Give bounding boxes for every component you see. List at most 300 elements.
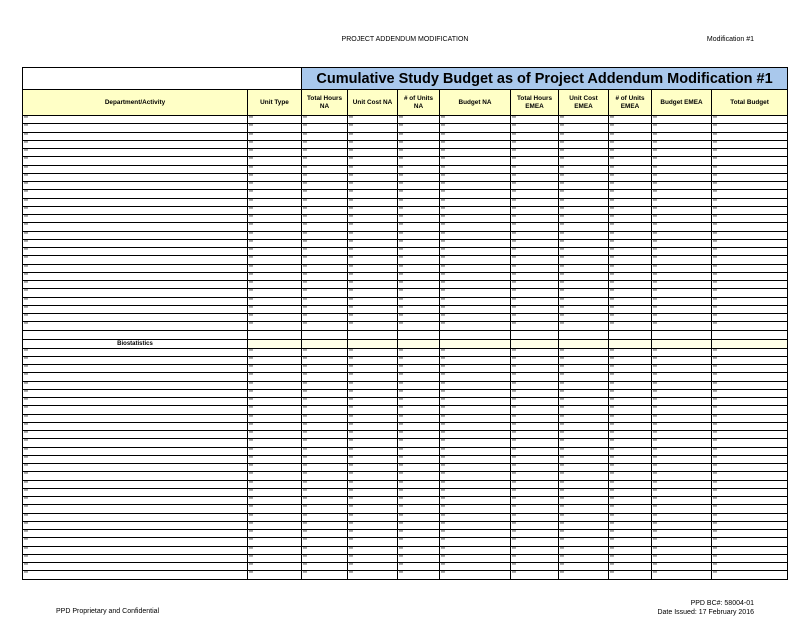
table-cell: ** <box>23 281 248 289</box>
table-cell: ** <box>652 422 712 430</box>
table-cell: ** <box>398 190 440 198</box>
table-cell: ** <box>302 513 348 521</box>
table-cell: ** <box>712 488 788 496</box>
table-cell: ** <box>440 513 511 521</box>
table-cell: ** <box>559 513 609 521</box>
table-row <box>23 149 788 157</box>
table-cell: ** <box>302 381 348 389</box>
table-cell: ** <box>652 480 712 488</box>
col-header-unit-type: Unit Type <box>248 90 302 116</box>
table-cell: ** <box>712 272 788 280</box>
table-cell: ** <box>348 206 398 214</box>
table-cell: ** <box>609 322 652 330</box>
table-cell: ** <box>511 182 559 190</box>
table-cell: ** <box>652 248 712 256</box>
table-cell: ** <box>559 198 609 206</box>
table-cell: ** <box>248 248 302 256</box>
table-cell: ** <box>398 554 440 562</box>
table-cell <box>348 330 398 339</box>
table-cell: ** <box>248 198 302 206</box>
table-cell: ** <box>511 173 559 181</box>
table-cell: ** <box>23 389 248 397</box>
table-cell: ** <box>511 314 559 322</box>
table-cell: ** <box>398 455 440 463</box>
table-cell: ** <box>440 348 511 356</box>
table-cell: ** <box>398 239 440 247</box>
table-cell: ** <box>398 322 440 330</box>
table-cell: ** <box>348 149 398 157</box>
table-cell: ** <box>23 455 248 463</box>
table-cell: ** <box>559 455 609 463</box>
table-cell: ** <box>248 272 302 280</box>
table-cell: ** <box>511 215 559 223</box>
table-cell: ** <box>712 248 788 256</box>
table-cell: ** <box>440 563 511 571</box>
table-cell: ** <box>652 149 712 157</box>
table-cell: ** <box>302 373 348 381</box>
table-cell: ** <box>652 455 712 463</box>
table-cell: ** <box>511 198 559 206</box>
table-cell: ** <box>652 554 712 562</box>
table-row <box>23 530 788 538</box>
table-cell: ** <box>348 140 398 148</box>
table-cell: ** <box>559 348 609 356</box>
col-header-unit-cost-emea: Unit Cost EMEA <box>559 90 609 116</box>
table-cell: ** <box>23 124 248 132</box>
table-cell: ** <box>440 480 511 488</box>
section-header-row <box>23 339 788 348</box>
table-cell: ** <box>609 264 652 272</box>
table-cell: ** <box>248 140 302 148</box>
table-cell: ** <box>559 314 609 322</box>
table-cell: ** <box>712 190 788 198</box>
table-cell: ** <box>652 157 712 165</box>
table-cell: ** <box>248 356 302 364</box>
table-cell: ** <box>511 455 559 463</box>
table-cell: ** <box>23 422 248 430</box>
table-cell: ** <box>302 116 348 124</box>
table-cell: ** <box>559 497 609 505</box>
table-cell: ** <box>302 497 348 505</box>
table-cell: ** <box>712 157 788 165</box>
table-cell: ** <box>440 239 511 247</box>
table-row <box>23 373 788 381</box>
table-cell: ** <box>559 563 609 571</box>
table-cell: ** <box>609 314 652 322</box>
table-cell: ** <box>609 563 652 571</box>
table-cell: ** <box>398 373 440 381</box>
table-cell: ** <box>348 406 398 414</box>
table-row <box>23 348 788 356</box>
table-cell: ** <box>609 472 652 480</box>
table-cell: ** <box>248 157 302 165</box>
table-cell: ** <box>398 314 440 322</box>
table-cell: ** <box>712 538 788 546</box>
table-cell: ** <box>712 314 788 322</box>
table-cell: ** <box>248 322 302 330</box>
table-cell: ** <box>248 165 302 173</box>
table-cell: ** <box>652 488 712 496</box>
table-cell: ** <box>398 505 440 513</box>
table-cell: ** <box>712 356 788 364</box>
table-cell: ** <box>559 480 609 488</box>
table-cell: ** <box>23 248 248 256</box>
table-cell: ** <box>712 439 788 447</box>
table-cell: ** <box>23 140 248 148</box>
table-cell: ** <box>248 414 302 422</box>
table-cell: ** <box>511 521 559 529</box>
table-cell: ** <box>652 381 712 389</box>
table-cell: ** <box>511 389 559 397</box>
table-cell <box>248 339 302 348</box>
table-cell: ** <box>23 198 248 206</box>
table-cell: ** <box>248 464 302 472</box>
table-row <box>23 165 788 173</box>
table-cell: ** <box>248 264 302 272</box>
modification-label: Modification #1 <box>706 36 754 43</box>
table-cell <box>712 330 788 339</box>
table-cell: ** <box>712 322 788 330</box>
table-cell: ** <box>609 571 652 579</box>
table-cell: ** <box>398 206 440 214</box>
table-cell: ** <box>440 264 511 272</box>
table-cell: ** <box>559 281 609 289</box>
table-cell: ** <box>23 447 248 455</box>
table-cell: ** <box>348 281 398 289</box>
table-cell: ** <box>302 140 348 148</box>
table-cell: ** <box>511 132 559 140</box>
table-cell: ** <box>302 173 348 181</box>
table-cell: ** <box>559 124 609 132</box>
table-cell: ** <box>440 206 511 214</box>
table-cell: ** <box>511 281 559 289</box>
table-row <box>23 563 788 571</box>
table-cell: ** <box>511 239 559 247</box>
table-cell: ** <box>440 231 511 239</box>
table-cell: ** <box>398 521 440 529</box>
table-cell: ** <box>398 497 440 505</box>
table-cell: ** <box>398 513 440 521</box>
table-row <box>23 472 788 480</box>
table-cell: ** <box>609 356 652 364</box>
table-cell: ** <box>559 165 609 173</box>
table-cell: ** <box>248 521 302 529</box>
table-cell: ** <box>348 173 398 181</box>
table-row <box>23 439 788 447</box>
table-cell: ** <box>398 272 440 280</box>
table-cell: ** <box>609 281 652 289</box>
table-cell: ** <box>652 356 712 364</box>
table-cell: ** <box>712 256 788 264</box>
table-cell: ** <box>712 505 788 513</box>
table-cell: ** <box>23 256 248 264</box>
table-cell: ** <box>440 305 511 313</box>
table-row <box>23 297 788 305</box>
table-cell: ** <box>511 264 559 272</box>
table-cell: ** <box>440 248 511 256</box>
table-cell: ** <box>712 165 788 173</box>
table-cell: ** <box>302 464 348 472</box>
table-cell: ** <box>23 314 248 322</box>
table-row <box>23 322 788 330</box>
table-cell: ** <box>511 398 559 406</box>
table-cell: ** <box>712 447 788 455</box>
table-cell: ** <box>440 406 511 414</box>
table-cell: ** <box>712 289 788 297</box>
table-cell: ** <box>23 406 248 414</box>
table-cell: ** <box>609 173 652 181</box>
table-cell: ** <box>652 132 712 140</box>
table-cell: ** <box>652 198 712 206</box>
table-cell: ** <box>652 281 712 289</box>
table-cell: ** <box>302 422 348 430</box>
table-cell: ** <box>712 389 788 397</box>
table-row <box>23 305 788 313</box>
table-cell: ** <box>23 505 248 513</box>
table-cell: ** <box>609 513 652 521</box>
table-cell: ** <box>23 297 248 305</box>
table-cell: ** <box>559 414 609 422</box>
table-cell: ** <box>398 546 440 554</box>
table-cell: ** <box>23 497 248 505</box>
table-cell: ** <box>440 289 511 297</box>
table-cell: ** <box>609 373 652 381</box>
table-cell: ** <box>712 223 788 231</box>
table-cell: ** <box>609 439 652 447</box>
table-cell: ** <box>511 190 559 198</box>
table-cell: ** <box>652 439 712 447</box>
table-cell: ** <box>302 305 348 313</box>
table-cell: ** <box>398 431 440 439</box>
table-cell: ** <box>302 554 348 562</box>
table-cell: ** <box>302 149 348 157</box>
table-cell: ** <box>559 215 609 223</box>
table-cell: ** <box>559 464 609 472</box>
table-cell: ** <box>511 248 559 256</box>
table-cell: ** <box>559 132 609 140</box>
table-cell: ** <box>398 480 440 488</box>
table-cell: ** <box>23 289 248 297</box>
table-cell: ** <box>398 231 440 239</box>
table-cell: ** <box>398 563 440 571</box>
table-cell: ** <box>511 348 559 356</box>
table-cell: ** <box>248 173 302 181</box>
table-cell: ** <box>302 206 348 214</box>
table-cell: ** <box>248 124 302 132</box>
table-cell <box>652 339 712 348</box>
table-cell: ** <box>652 472 712 480</box>
table-cell: ** <box>348 571 398 579</box>
table-cell: ** <box>348 116 398 124</box>
table-cell: ** <box>23 305 248 313</box>
table-cell: ** <box>348 447 398 455</box>
table-cell: ** <box>652 398 712 406</box>
table-cell: ** <box>398 305 440 313</box>
table-row <box>23 521 788 529</box>
table-cell: ** <box>302 272 348 280</box>
table-cell: ** <box>609 554 652 562</box>
table-cell: ** <box>511 223 559 231</box>
table-cell: ** <box>609 215 652 223</box>
table-cell: ** <box>511 546 559 554</box>
table-cell: ** <box>398 223 440 231</box>
table-cell: ** <box>440 124 511 132</box>
table-cell: ** <box>23 538 248 546</box>
table-cell: ** <box>511 272 559 280</box>
table-cell: ** <box>652 530 712 538</box>
table-cell: ** <box>609 116 652 124</box>
table-row <box>23 406 788 414</box>
table-cell: ** <box>348 157 398 165</box>
table-cell: ** <box>559 289 609 297</box>
table-cell: ** <box>248 223 302 231</box>
table-cell: ** <box>440 472 511 480</box>
table-cell: ** <box>348 546 398 554</box>
table-cell: ** <box>712 264 788 272</box>
budget-table <box>22 67 788 580</box>
table-cell: ** <box>559 182 609 190</box>
table-cell: ** <box>609 406 652 414</box>
table-cell: ** <box>712 373 788 381</box>
table-cell: ** <box>348 264 398 272</box>
table-row <box>23 182 788 190</box>
table-cell: ** <box>398 149 440 157</box>
table-cell: ** <box>652 140 712 148</box>
document-header-title: PROJECT ADDENDUM MODIFICATION <box>341 36 469 43</box>
table-cell: ** <box>712 206 788 214</box>
table-cell: ** <box>712 140 788 148</box>
table-cell: ** <box>302 563 348 571</box>
table-cell: ** <box>348 381 398 389</box>
table-cell: ** <box>398 157 440 165</box>
table-cell: ** <box>652 239 712 247</box>
table-row <box>23 546 788 554</box>
table-cell: ** <box>609 190 652 198</box>
table-cell: ** <box>440 521 511 529</box>
footer-date-issued: Date Issued: 17 February 2016 <box>657 609 754 616</box>
table-cell: ** <box>712 182 788 190</box>
col-header-total-hours-na: Total Hours NA <box>302 90 348 116</box>
table-cell: ** <box>302 414 348 422</box>
col-header-budget-emea: Budget EMEA <box>652 90 712 116</box>
table-cell: ** <box>23 264 248 272</box>
table-cell: ** <box>398 124 440 132</box>
table-cell: ** <box>302 165 348 173</box>
table-cell: ** <box>440 365 511 373</box>
table-cell: ** <box>440 422 511 430</box>
table-cell: ** <box>652 173 712 181</box>
table-cell: ** <box>302 264 348 272</box>
table-cell: ** <box>609 297 652 305</box>
table-cell: ** <box>302 314 348 322</box>
table-cell: ** <box>348 182 398 190</box>
table-cell: ** <box>248 422 302 430</box>
table-cell: ** <box>440 356 511 364</box>
col-header-budget-na: Budget NA <box>440 90 511 116</box>
table-cell: ** <box>559 264 609 272</box>
table-cell: ** <box>348 165 398 173</box>
table-cell: ** <box>652 414 712 422</box>
table-cell: ** <box>440 157 511 165</box>
table-cell: ** <box>511 554 559 562</box>
table-cell: ** <box>23 513 248 521</box>
table-cell: ** <box>511 140 559 148</box>
table-cell: ** <box>559 406 609 414</box>
table-cell: ** <box>652 289 712 297</box>
footer-confidential: PPD Proprietary and Confidential <box>56 608 160 615</box>
table-row <box>23 571 788 579</box>
table-cell: ** <box>652 116 712 124</box>
table-cell: ** <box>248 538 302 546</box>
column-header-row <box>23 90 788 116</box>
table-row <box>23 206 788 214</box>
table-cell: ** <box>23 530 248 538</box>
table-cell: ** <box>559 297 609 305</box>
table-cell: ** <box>609 480 652 488</box>
table-cell: ** <box>511 231 559 239</box>
table-cell: ** <box>348 297 398 305</box>
table-cell: ** <box>712 239 788 247</box>
table-cell: ** <box>609 256 652 264</box>
table-cell: ** <box>559 140 609 148</box>
table-cell: ** <box>609 365 652 373</box>
table-cell: ** <box>559 272 609 280</box>
col-header-total-hours-emea: Total Hours EMEA <box>511 90 559 116</box>
table-cell: ** <box>440 223 511 231</box>
table-row <box>23 381 788 389</box>
table-cell: ** <box>398 173 440 181</box>
table-cell: ** <box>248 389 302 397</box>
table-cell: ** <box>511 571 559 579</box>
table-cell: ** <box>652 264 712 272</box>
table-cell: ** <box>440 431 511 439</box>
table-cell: ** <box>609 530 652 538</box>
table-cell: ** <box>23 373 248 381</box>
table-cell: ** <box>248 348 302 356</box>
table-cell: ** <box>23 563 248 571</box>
table-cell: ** <box>23 190 248 198</box>
table-cell: ** <box>559 546 609 554</box>
table-cell: ** <box>302 239 348 247</box>
table-cell: ** <box>23 464 248 472</box>
table-cell: ** <box>302 215 348 223</box>
table-cell: ** <box>440 149 511 157</box>
table-cell: ** <box>302 223 348 231</box>
table-cell: ** <box>248 554 302 562</box>
table-cell: ** <box>23 398 248 406</box>
table-cell: ** <box>302 406 348 414</box>
table-cell: ** <box>348 373 398 381</box>
table-cell: ** <box>652 314 712 322</box>
table-cell: ** <box>652 256 712 264</box>
table-cell: ** <box>398 381 440 389</box>
table-cell: ** <box>559 365 609 373</box>
table-cell: ** <box>302 124 348 132</box>
table-cell: ** <box>652 182 712 190</box>
table-row <box>23 505 788 513</box>
table-cell: ** <box>348 505 398 513</box>
table-row <box>23 215 788 223</box>
table-cell: ** <box>348 464 398 472</box>
table-cell: ** <box>440 464 511 472</box>
table-cell <box>559 339 609 348</box>
table-cell: ** <box>511 116 559 124</box>
table-cell: ** <box>609 198 652 206</box>
table-row <box>23 431 788 439</box>
table-cell: ** <box>398 464 440 472</box>
table-cell: ** <box>248 132 302 140</box>
table-cell: ** <box>712 497 788 505</box>
